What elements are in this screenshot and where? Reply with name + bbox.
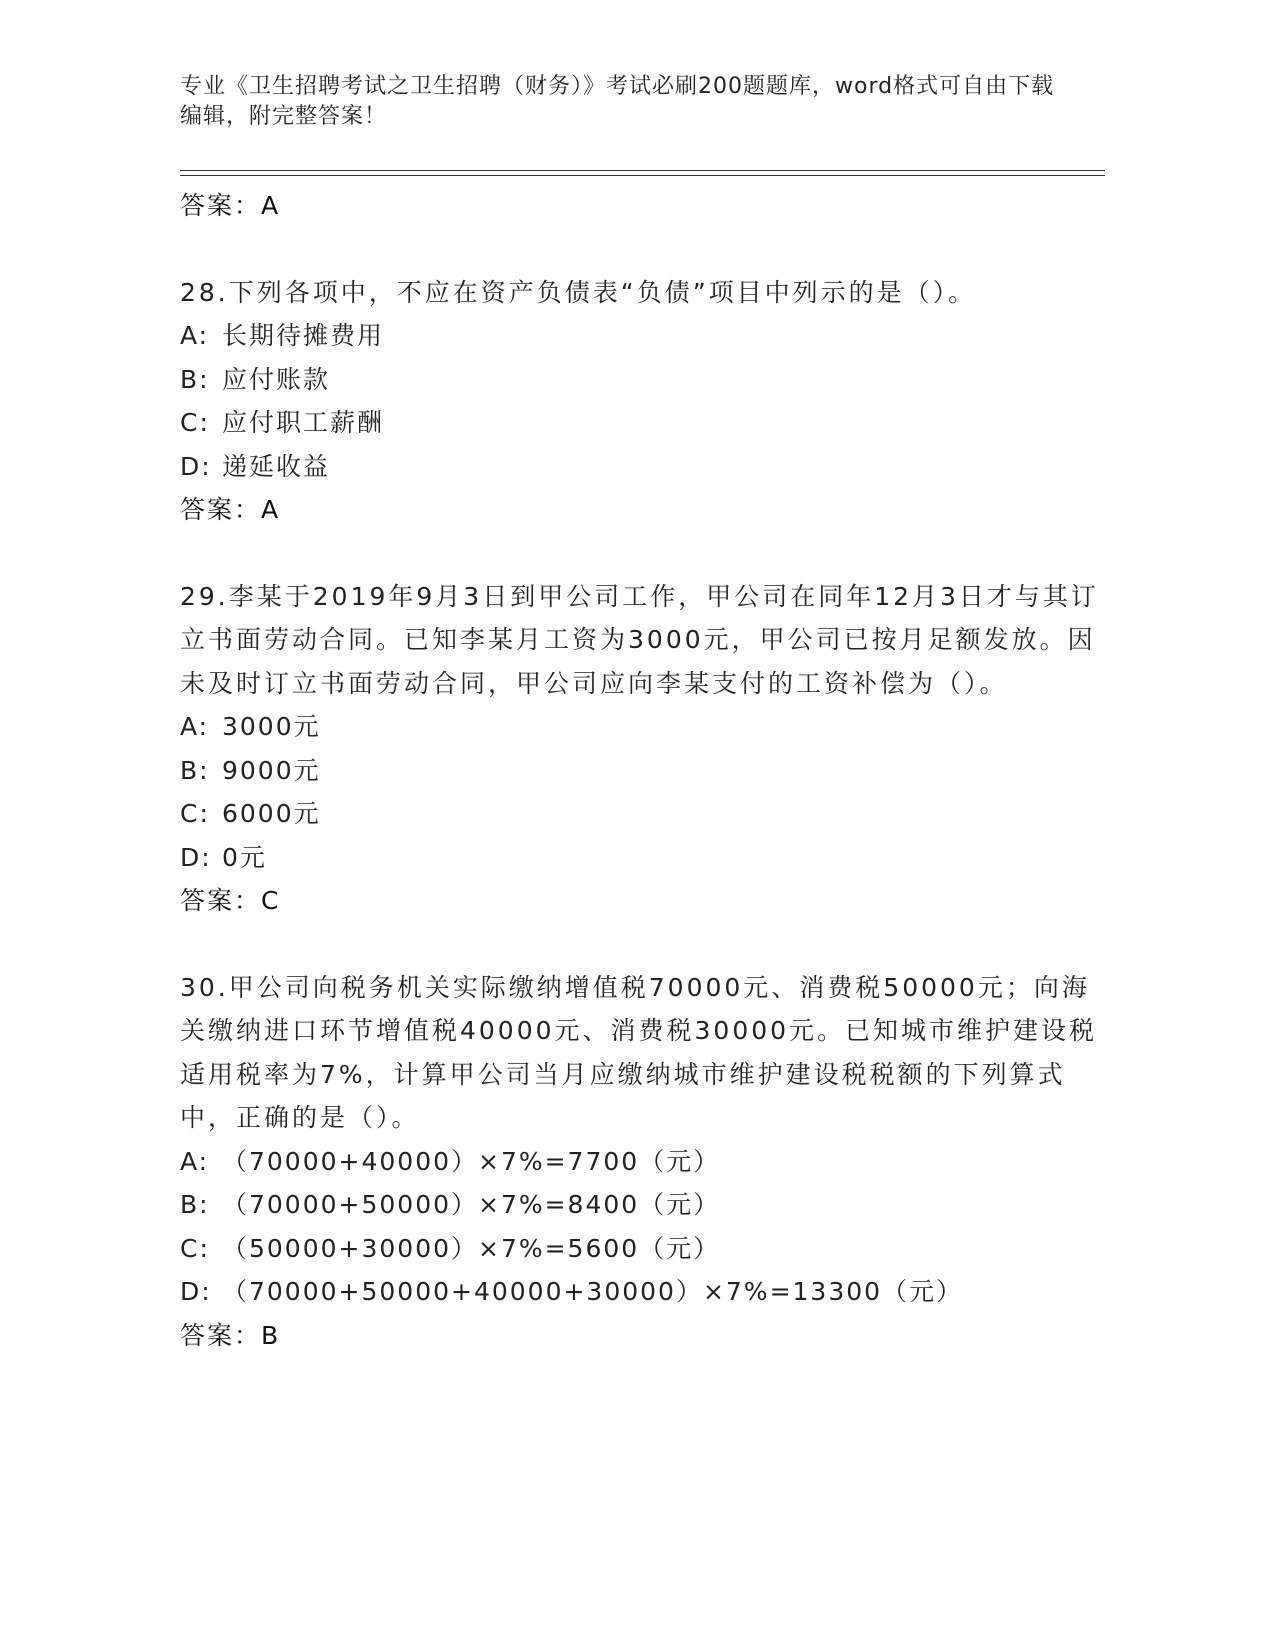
option-letter: C: [180,1233,210,1263]
option-b [180,1183,1105,1227]
option-text: （50000+30000）×7%=5600（元） [222,1233,721,1263]
option-letter: B: [180,364,210,394]
option-c [180,792,1105,836]
question-block [180,271,1105,532]
option-letter: C: [180,408,210,437]
option-a [180,314,1105,358]
answer-label: 答案：A [180,191,281,220]
spacer [180,532,1105,575]
option-letter: D: [180,1277,212,1306]
option-text: 9000元 [222,755,321,785]
option-text: 长期待摊费用 [222,321,385,350]
option-c [180,401,1105,445]
question-stem: 30.甲公司向税务机关实际缴纳增值税70000元、消费税50000元；向海关缴纳进口环节增值税40000元、消费税30000元。已知城市维护建设税适用税率为7%，计算甲公司当月应缴纳城市维护建设税税额的下列算式中，正确的是（）。 [180,972,1098,1132]
answer-label: 答案：A [180,495,281,524]
spacer [180,228,1105,271]
option-letter: B: [180,755,210,785]
option-text: 应付账款 [222,364,331,394]
question-block [180,575,1105,923]
spacer [180,923,1105,966]
option-b [180,358,1105,402]
option-letter: A: [180,712,210,741]
option-text: （70000+50000+40000+30000）×7%=13300（元） [222,1277,964,1306]
option-letter: D: [180,451,212,481]
option-b [180,749,1105,793]
option-d [180,445,1105,489]
option-text: （70000+50000）×7%=8400（元） [222,1190,721,1219]
option-d [180,1270,1105,1314]
option-text: 3000元 [222,712,321,741]
question-stem: 29.李某于2019年9月3日到甲公司工作，甲公司在同年12月3日才与其订立书面劳动合同。已知李某月工资为3000元，甲公司已按月足额发放。因未及时订立书面劳动合同，甲公司应向李某支付的工资补偿为（）。 [180,581,1099,698]
option-text: 0元 [222,842,267,872]
option-letter: C: [180,799,210,828]
page-header: 专业《卫生招聘考试之卫生招聘（财务）》考试必刷200题题库，word格式可自由下载编辑，附完整答案！ [180,74,1055,129]
option-text: 6000元 [222,799,321,828]
option-text: （70000+40000）×7%=7700（元） [222,1146,721,1176]
header-divider [180,170,1105,176]
option-c [180,1227,1105,1271]
option-letter: A: [180,321,210,350]
option-letter: A: [180,1146,210,1176]
option-a [180,1140,1105,1184]
option-letter: B: [180,1190,210,1219]
option-text: 递延收益 [222,451,331,481]
answer-label: 答案：C [180,886,281,915]
option-a [180,705,1105,749]
answer-label: 答案：B [180,1320,281,1350]
question-stem: 28.下列各项中，不应在资产负债表“负债”项目中列示的是（）。 [180,277,977,307]
option-text: 应付职工薪酬 [222,408,385,437]
option-letter: D: [180,842,212,872]
option-d [180,836,1105,880]
question-content [180,184,1105,1357]
question-block [180,966,1105,1358]
